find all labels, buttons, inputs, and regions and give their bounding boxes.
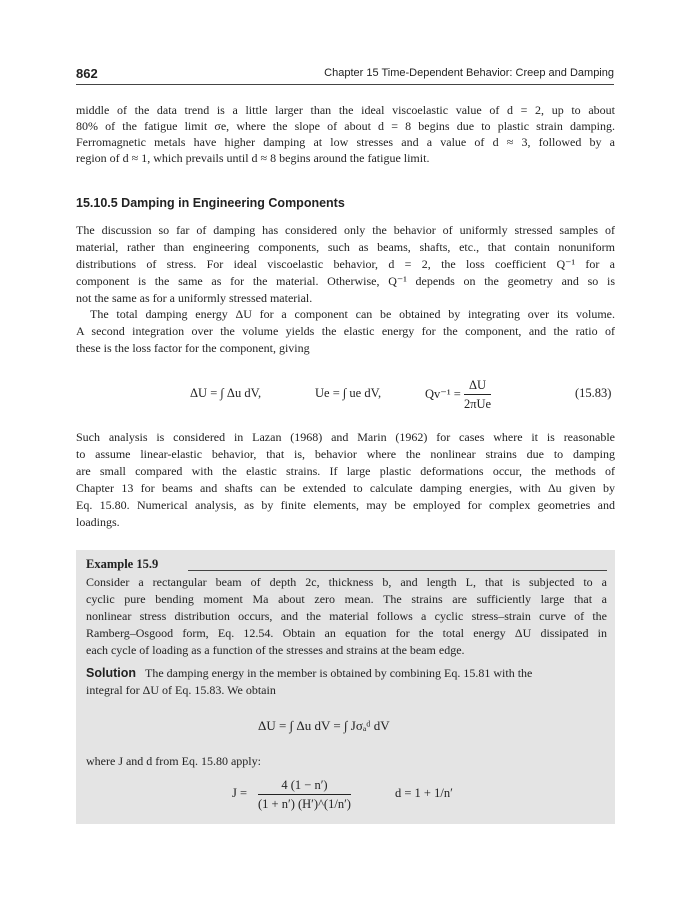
text-line: Eq. 15.80. Numerical analysis, as by finite elements, may be employed for complex geometries and (76, 498, 615, 512)
fraction-numerator: 4 (1 − n′) (258, 778, 351, 795)
text-line: distributions of stress. For ideal viscoelastic behavior, d = 2, the loss coefficient Q⁻¹ for a (76, 257, 615, 271)
equation-lhs: Qv⁻¹ = (425, 386, 461, 401)
equation-part: Ue = ∫ ue dV, (315, 386, 382, 400)
text-line: 80% of the fatigue limit σe, where the slope of about d = 8 begins due to plastic strain damping. (76, 119, 615, 133)
header-rule (76, 84, 614, 85)
equation-fraction (464, 378, 491, 412)
text-line: Chapter 13 for beams and shafts can be extended to calculate damping energies, with Δu given by (76, 481, 615, 495)
equation-delta-u: ΔU = ∫ Δu dV = ∫ Jσₐᵈ dV (258, 718, 390, 733)
equation-lhs: J = (232, 786, 248, 800)
fraction-denominator: 2πUe (463, 397, 492, 411)
solution-text: The damping energy in the member is obtained by combining Eq. 15.81 with the (145, 666, 533, 680)
text-line: loadings. (76, 515, 120, 529)
equation-d: d = 1 + 1/n′ (395, 786, 453, 800)
text-line: material, rather than engineering components, such as beams, shafts, etc., that contain nonuniform (76, 240, 615, 254)
where-line: where J and d from Eq. 15.80 apply: (86, 754, 261, 768)
text-line: these is the loss factor for the component, giving (76, 341, 310, 355)
text-line: Consider a rectangular beam of depth 2c, thickness b, and length L, that is subjected to a (86, 575, 607, 589)
text-line: The discussion so far of damping has considered only the behavior of uniformly stressed samples of (76, 223, 615, 237)
text-line: Ramberg–Osgood form, Eq. 12.54. Obtain an equation for the total energy ΔU dissipated in (86, 626, 607, 640)
equation-part: ΔU = ∫ Δu dV, (190, 386, 262, 400)
fraction-denominator: (1 + n′) (H′)^(1/n′) (258, 797, 351, 811)
solution-label: Solution (86, 666, 136, 680)
text-line: integral for ΔU of Eq. 15.83. We obtain (86, 683, 276, 697)
text-line: A second integration over the volume yields the elastic energy for the component, and the ratio of (76, 324, 615, 338)
chapter-title: Chapter 15 Time-Dependent Behavior: Creep and Damping (324, 67, 614, 79)
text-line: component is the same as for the material. Otherwise, Q⁻¹ depends on the geometry and so is (76, 274, 615, 288)
example-title-rule (188, 570, 607, 571)
text-line: Ferromagnetic metals have higher damping at low stresses and a value of d ≈ 3, followed by a (76, 135, 615, 149)
section-heading: 15.10.5 Damping in Engineering Components (76, 196, 345, 210)
text-line: The total damping energy ΔU for a component can be obtained by integrating over its volume. (90, 307, 615, 321)
text-line: Such analysis is considered in Lazan (1968) and Marin (1962) for cases where it is reasonable (76, 430, 615, 444)
text-line: each cycle of loading as a function of the stresses and strains at the beam edge. (86, 643, 465, 657)
equation-fraction (258, 778, 351, 812)
page-number: 862 (76, 66, 98, 81)
text-line: middle of the data trend is a little larger than the ideal viscoelastic value of d = 2, up to about (76, 103, 615, 117)
text-line: to assume linear-elastic behavior, that is, behavior where the nonlinear strains due to damping (76, 447, 615, 461)
text-line: cyclic pure bending moment Ma about zero mean. The strains are sufficiently large that a (86, 592, 607, 606)
text-line: region of d ≈ 1, which prevails until d ≈ 8 begins around the fatigue limit. (76, 151, 430, 165)
text-line: are small compared with the elastic strains. If large plastic deformations occur, the methods of (76, 464, 615, 478)
solution-line (86, 666, 607, 680)
equation-number: (15.83) (575, 386, 612, 400)
text-line: nonlinear stress distribution occurs, and the material follows a cyclic stress–strain curve of the (86, 609, 607, 623)
equation-part (425, 378, 491, 412)
fraction-numerator: ΔU (464, 378, 491, 395)
text-line: not the same as for a uniformly stressed material. (76, 291, 313, 305)
example-title: Example 15.9 (86, 557, 159, 571)
j-fraction (258, 778, 351, 812)
